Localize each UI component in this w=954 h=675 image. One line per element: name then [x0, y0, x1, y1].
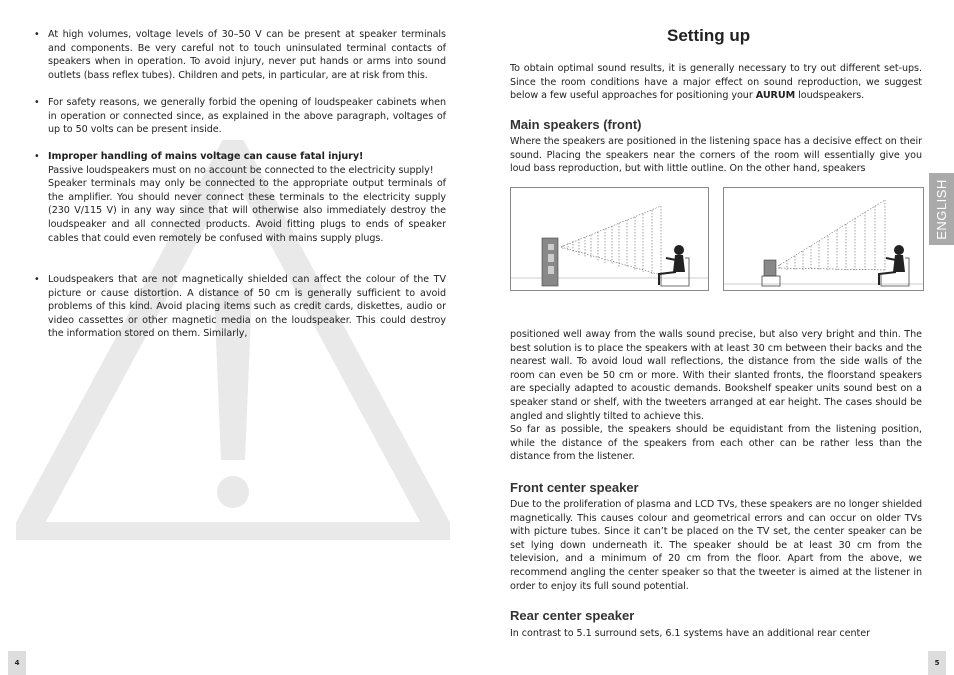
rear-center-text: In contrast to 5.1 surround sets, 6.1 systems have an additional rear center: [510, 628, 870, 639]
safety-paragraph-cabinet: For safety reasons, we generally forbid the opening of loudspeaker cabinets when in operation or connected since, as explained in the above paragraph, voltages of up to 50 volts can be present inside.: [48, 97, 446, 136]
main-speakers-heading: Main speakers (front): [510, 117, 642, 132]
right-page: [477, 0, 954, 675]
bullet-3-marker: •: [34, 151, 40, 162]
bullet-4-marker: •: [34, 274, 40, 285]
main-speakers-text-2: positioned well away from the walls sound precise, but also very bright and thin. The best solution is to place the speakers with at least 30 cm between their backs and the nearest wall. To avoid loud wall reflections, the distance from the side walls of the room can even be 50 cm or more. With their slanted fronts, the floorstand speakers are specially adapted to acoustic demands. Bookshelf speaker units sound best on a speaker stand or shelf, with the tweeters arranged at ear height. The cases should be angled and slightly tilted to achieve this.: [510, 329, 922, 422]
main-speakers-text-3: So far as possible, the speakers should be equidistant from the listening position, while the distance of the speakers from each other can be rather less than the distance from the listener.: [510, 424, 922, 463]
safety-paragraph-high-volume: At high volumes, voltage levels of 30–50 V can be present at speaker terminals and components. Be very careful not to touch uninsulated terminal contacts of speakers when in operation. To avoid injury, never put hands or arms into sound outlets (bass reflex tubes). Children and pets, in particular, are at risk from this.: [48, 29, 446, 81]
bookshelf-listening-diagram: [724, 188, 923, 290]
mains-warning-heading: Improper handling of mains voltage can cause fatal injury!: [48, 151, 364, 162]
page-number-right: 5: [928, 651, 946, 675]
floorstand-speaker-figure: [510, 187, 709, 291]
bullet-1-marker: •: [34, 29, 40, 40]
language-tab-label: ENGLISH: [934, 178, 950, 240]
mains-warning-text-2: Speaker terminals may only be connected to the appropriate output terminals of the amplifier. You should never connect these terminals to the electricity supply (230 V/115 V) in any way since that will otherwise also immediately destroy the loudspeaker and all connected products. Avoid fitting plugs to ends of speaker cables that could even remotely be confused with mains supply plugs.: [48, 178, 446, 244]
front-center-text: Due to the proliferation of plasma and LCD TVs, these speakers are no longer shielded magnetically. This causes colour and geometrical errors and can occur on older TVs with picture tubes. Since it can’t be placed on the TV set, the center speaker can be set lying down underneath it. The speaker should be at least 30 cm from the television, and a minimum of 20 cm from the floor. Apart from the above, we recommend angling the center speaker so that the tweeter is aimed at the listener in order to enjoy its full sound potential.: [510, 499, 922, 592]
language-tab: [929, 173, 954, 245]
front-center-heading: Front center speaker: [510, 480, 639, 495]
brand-name: AURUM: [755, 90, 796, 102]
floorstand-listening-diagram: [511, 188, 708, 290]
intro-paragraph: [510, 62, 922, 103]
bookshelf-speaker-figure: [723, 187, 924, 291]
page-number-left: 4: [8, 651, 26, 675]
rear-center-heading: Rear center speaker: [510, 608, 635, 623]
main-speakers-text-1: Where the speakers are positioned in the listening space has a decisive effect on their sound. Placing the speakers near the corners of the room will essentially give you loud bass reproduction, but with little outline. On the other hand, speakers: [510, 136, 922, 175]
intro-text-b: loudspeakers.: [795, 90, 865, 102]
bullet-2-marker: •: [34, 97, 40, 108]
safety-block-mains: [48, 150, 446, 245]
intro-text-a: To obtain optimal sound results, it is generally necessary to try out different set-ups. Since the room conditions have a major effect on sound reproduction, we suggest below a few useful approaches for positioning your: [510, 63, 922, 102]
page-title: Setting up: [667, 26, 751, 45]
safety-paragraph-magnetic: Loudspeakers that are not magnetically shielded can affect the colour of the TV picture or cause distortion. A distance of 50 cm is generally sufficient to avoid problems of this kind. Avoid placing items such as credit cards, diskettes, audio or video cassettes or other magnetic media on the loudspeaker. This could destroy the information stored on them. Similarly,: [48, 274, 446, 340]
mains-warning-text-1: Passive loudspeakers must on no account be connected to the electricity supply!: [48, 164, 434, 176]
